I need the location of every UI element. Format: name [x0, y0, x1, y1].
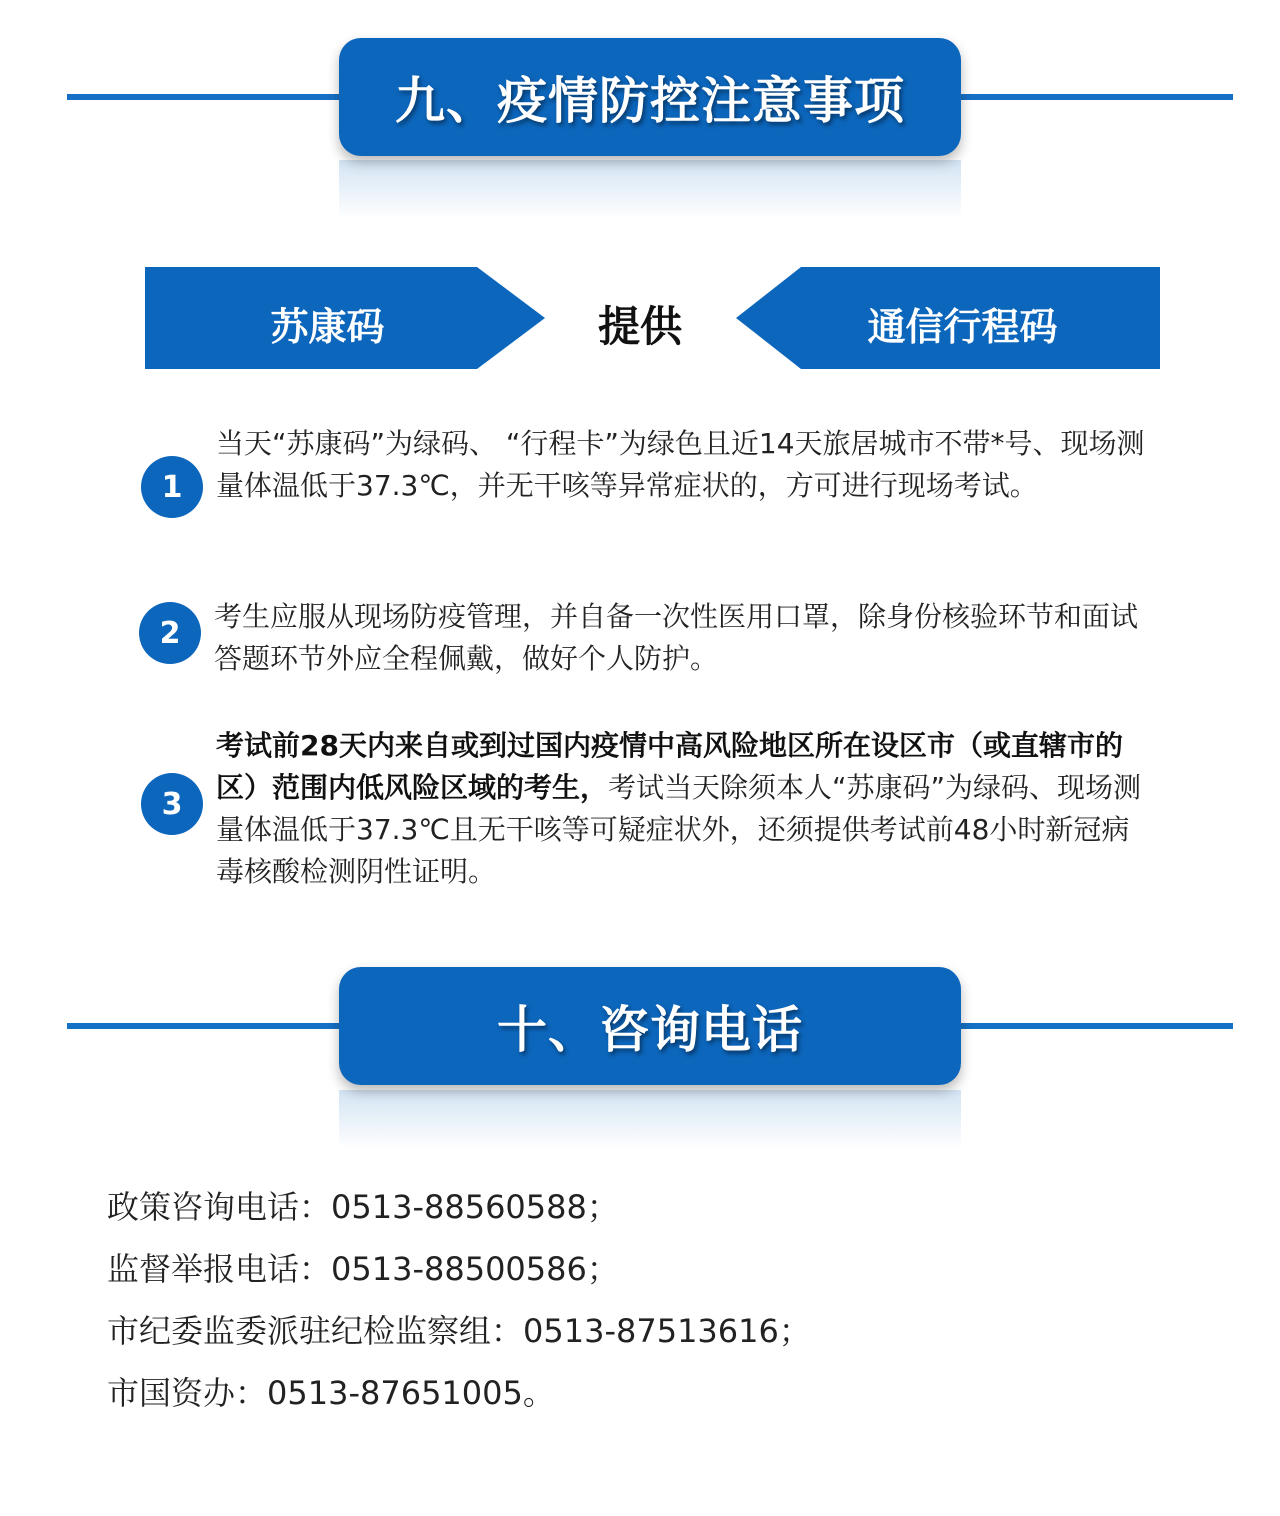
- itinerary-code-label: 通信行程码: [867, 305, 1058, 349]
- item-number-2: 2: [139, 602, 201, 664]
- item-text-2-content: 考生应服从现场防疫管理，并自备一次性医用口罩，除身份核验环节和面试答题环节外应全程佩戴，做好个人防护。: [214, 600, 1139, 675]
- contact-discipline: 市纪委监委派驻纪检监察组：0513-87513616；: [107, 1312, 811, 1350]
- section10-left-line: [67, 1023, 347, 1029]
- contact-policy: 政策咨询电话：0513-88560588；: [107, 1188, 619, 1226]
- item-text-3: [216, 725, 1156, 893]
- section10-title-banner: [339, 967, 961, 1085]
- item-number-1: 1: [141, 456, 203, 518]
- provide-label: 提供: [597, 302, 682, 351]
- section9-banner-reflection: [339, 160, 961, 230]
- section10-title: 十、咨询电话: [497, 1001, 803, 1059]
- item-number-3: 3: [141, 773, 203, 835]
- item-text-3-content: 考试当天除须本人“苏康码”为绿码、现场测量体温低于37.3℃且无干咳等可疑症状外，还须提供考试前48小时新冠病毒核酸检测阴性证明。: [216, 771, 1142, 888]
- section9-left-line: [67, 94, 347, 100]
- section9-title: 九、疫情防控注意事项: [395, 72, 905, 130]
- item-text-3-bold: 考试前28天内来自或到过国内疫情中高风险地区所在设区市（或直辖市的区）范围内低风险区域的考生，: [216, 729, 1123, 804]
- item-text-1: 当天“苏康码”为绿码、 “行程卡”为绿色且近14天旅居城市不带*号、现场测量体温低于37.3℃，并无干咳等异常症状的，方可进行现场考试。: [216, 427, 1145, 502]
- section9-right-line: [955, 94, 1233, 100]
- contact-sasac: 市国资办：0513-87651005。: [107, 1374, 555, 1412]
- contact-supervision: 监督举报电话：0513-88500586；: [107, 1250, 619, 1288]
- section10-right-line: [955, 1023, 1233, 1029]
- sukang-code-label: 苏康码: [270, 305, 385, 349]
- item-text-2: [214, 596, 1154, 680]
- section9-title-banner: [339, 38, 961, 156]
- section10-banner-reflection: [339, 1090, 961, 1160]
